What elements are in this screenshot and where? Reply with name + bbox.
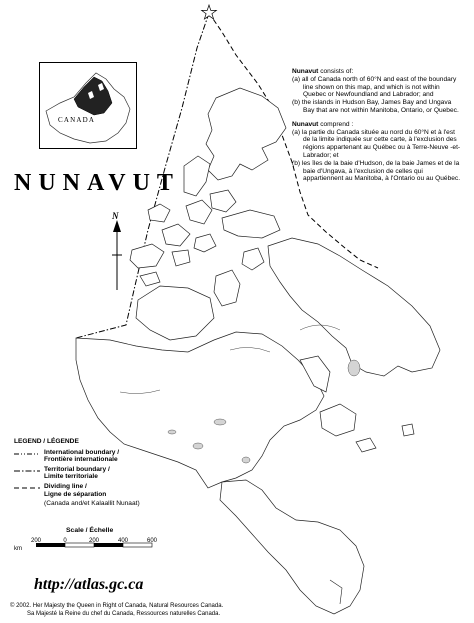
inset-label: CANADA bbox=[58, 116, 96, 124]
legend-international-en: International boundary / bbox=[44, 448, 120, 456]
copyright-line-fr: Sa Majesté la Reine du chef du Canada, Ressources naturelles Canada. bbox=[27, 611, 221, 617]
scale-unit: km bbox=[14, 546, 22, 552]
island-b bbox=[162, 224, 190, 246]
island-c bbox=[186, 200, 212, 224]
definition-fr-item-b: (b) les îles de la baie d'Hudson, de la baie James et de la baie d'Ungava, à l'exclusion de celles qui appartiennent au Manitoba, à l'Ontario ou au Québec. bbox=[292, 159, 461, 183]
definition-fr-bold: Nunavut bbox=[292, 120, 319, 128]
somerset-island bbox=[242, 248, 264, 270]
lake-3 bbox=[193, 443, 203, 449]
lake-2 bbox=[214, 419, 226, 425]
legend-territorial-en: Territorial boundary / bbox=[44, 465, 110, 473]
melville-island bbox=[130, 244, 164, 268]
scale-title: Scale / Échelle bbox=[66, 527, 114, 534]
copyright bbox=[10, 602, 223, 618]
legend-dividing-en: Dividing line / bbox=[44, 482, 87, 490]
baffin-island bbox=[268, 238, 440, 376]
scale-tick-200: 200 bbox=[88, 538, 100, 544]
definition-block bbox=[292, 68, 462, 183]
legend-text-international bbox=[44, 449, 119, 464]
legend-text-dividing bbox=[44, 483, 106, 498]
scale-tick-400: 400 bbox=[117, 538, 129, 544]
lake-1 bbox=[348, 360, 360, 376]
legend-international-fr: Frontière internationale bbox=[44, 456, 118, 464]
bathurst-island bbox=[172, 250, 190, 266]
definition-en-intro bbox=[292, 68, 462, 76]
definition-fr-intro bbox=[292, 121, 462, 129]
legend-territorial-fr: Limite territoriale bbox=[44, 473, 98, 481]
definition-fr-item-a: (a) la partie du Canada située au nord du 60°N et à l'est de la limite indiquée sur cette carte, à l'exclusion des régions appartenant au Québec ou à Terre-Neuve -et-Labrador; et bbox=[292, 128, 461, 159]
map-title: NUNAVUT bbox=[14, 170, 180, 196]
legend-dividing-note: (Canada and/et Kalaallit Nunaat) bbox=[44, 500, 140, 508]
devon-island bbox=[222, 210, 280, 238]
definition-fr-list bbox=[292, 129, 462, 184]
ellesmere-island bbox=[206, 88, 286, 180]
definition-en-text: consists of: bbox=[320, 68, 354, 75]
southern-landmass bbox=[220, 480, 364, 614]
north-pole-star-icon bbox=[202, 5, 217, 19]
definition-en-item-b: (b) the islands in Hudson Bay, James Bay and Ungava Bay that are not within Manitoba, Ontario, or Quebec. bbox=[292, 99, 459, 114]
scale-tick-200-left: 200 bbox=[30, 538, 42, 544]
lake-4 bbox=[168, 430, 176, 434]
international-boundary-symbol bbox=[14, 451, 40, 457]
lake-5 bbox=[242, 457, 250, 463]
atlas-url-link[interactable]: http://atlas.gc.ca bbox=[34, 576, 144, 593]
legend bbox=[14, 438, 179, 508]
victoria-island bbox=[136, 286, 214, 340]
legend-row-international bbox=[14, 449, 179, 464]
legend-row-dividing bbox=[14, 483, 179, 498]
coats-island bbox=[356, 438, 376, 452]
southampton-island bbox=[320, 404, 356, 436]
island-e bbox=[140, 272, 160, 286]
north-label: N bbox=[112, 211, 119, 221]
definition-fr-text: comprend : bbox=[320, 120, 354, 128]
axel-heiberg-island bbox=[184, 156, 210, 196]
copyright-line-en: © 2002. Her Majesty the Queen in Right of Canada, Natural Resources Canada. bbox=[10, 603, 224, 609]
definition-en-bold: Nunavut bbox=[292, 68, 319, 75]
legend-text-territorial bbox=[44, 466, 110, 481]
mansel-island bbox=[402, 424, 414, 436]
north-arrow-icon bbox=[112, 220, 122, 290]
prince-of-wales-island bbox=[214, 270, 240, 306]
inset-svg bbox=[40, 63, 136, 148]
canada-inset-map bbox=[39, 62, 137, 149]
legend-row-territorial bbox=[14, 466, 179, 481]
scale-tick-0: 0 bbox=[63, 538, 67, 544]
island-a bbox=[148, 204, 170, 222]
definition-en-item-a: (a) all of Canada north of 60°N and east of the boundary line shown on this map, and which is not within Quebec or Newfoundland and Labrador; and bbox=[292, 75, 457, 99]
dividing-line-symbol bbox=[14, 485, 40, 491]
legend-dividing-fr: Ligne de séparation bbox=[44, 490, 107, 498]
cornwallis-island bbox=[194, 234, 216, 252]
legend-title: LEGEND / LÉGENDE bbox=[14, 438, 79, 445]
territorial-boundary-symbol bbox=[14, 468, 40, 474]
scale-tick-600: 600 bbox=[146, 538, 158, 544]
definition-en-list bbox=[292, 76, 462, 115]
north-arrow-head bbox=[113, 220, 121, 232]
island-d bbox=[210, 190, 236, 212]
